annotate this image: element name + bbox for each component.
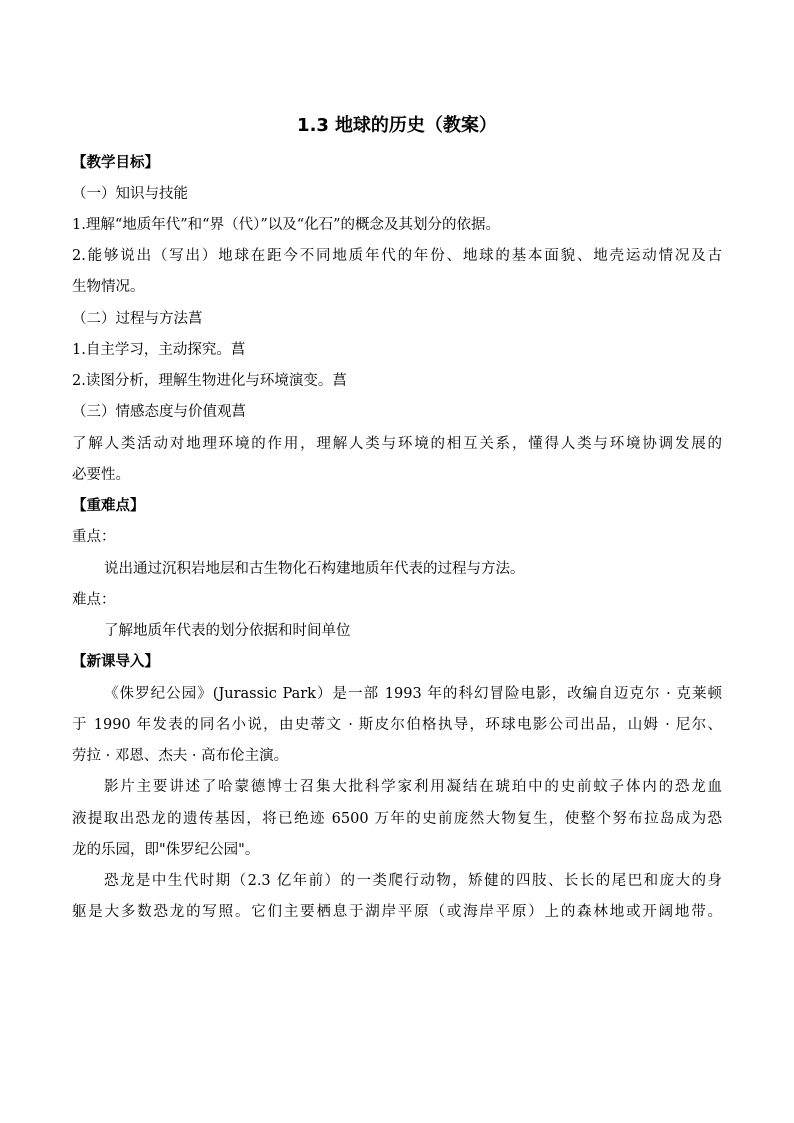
intro-paragraph-2-line-2: 液提取出恐龙的遗传基因，将已绝迹 6500 万年的史前庞然大物复生，使整个努布拉岛成为恐	[72, 811, 722, 827]
objectives-item-4: 2.读图分析，理解生物进化与环境演变。菖	[72, 373, 347, 389]
intro-paragraph-2-line-1: 影片主要讲述了哈蒙德博士召集大批科学家利用凝结在琥珀中的史前蚊子体内的恐龙血	[104, 779, 722, 795]
objectives-sub-knowledge: （一）知识与技能	[72, 186, 188, 202]
intro-paragraph-1-line-2: 于 1990 年发表的同名小说，由史蒂文 · 斯皮尔伯格执导，环球电影公司出品，山姆 · 尼尔、	[72, 717, 722, 733]
objectives-item-1: 1.理解“地质年代”和“界（代）”以及“化石”的概念及其划分的依据。	[72, 217, 501, 233]
title-number: 1.3	[297, 115, 329, 136]
intro-paragraph-3-line-1: 恐龙是中生代时期（2.3 亿年前）的一类爬行动物，矫健的四肢、长长的尾巴和庞大的身	[104, 873, 722, 889]
intro-paragraph-1-line-1: 《侏罗纪公园》(Jurassic Park）是一部 1993 年的科幻冒险电影，改编自迈克尔 · 克莱顿	[104, 686, 722, 702]
objectives-item-2-line-2: 生物情况。	[72, 279, 145, 295]
objectives-item-2-line-1: 2.能够说出（写出）地球在距今不同地质年代的年份、地球的基本面貌、地壳运动情况及古	[72, 248, 722, 264]
focus-label: 重点：	[72, 529, 116, 545]
focus-text: 说出通过沉积岩地层和古生物化石构建地质年代表的过程与方法。	[104, 561, 525, 577]
key-points-heading: 【重难点】	[72, 498, 145, 514]
page-title	[0, 112, 794, 140]
title-text: 地球的历史（教案）	[334, 115, 497, 136]
objectives-item-3: 1.自主学习，主动探究。菖	[72, 342, 246, 358]
intro-paragraph-2-line-3: 龙的乐园，即"侏罗纪公园"。	[72, 842, 260, 858]
intro-paragraph-1-line-3: 劳拉 · 邓恩、杰夫 · 高布伦主演。	[72, 748, 289, 764]
objectives-sub-attitude: （三）情感态度与价值观菖	[72, 404, 246, 420]
difficulty-text: 了解地质年代表的划分依据和时间单位	[104, 623, 351, 639]
intro-heading: 【新课导入】	[72, 654, 159, 670]
objectives-heading: 【教学目标】	[72, 155, 159, 171]
objectives-sub-process: （二）过程与方法菖	[72, 311, 203, 327]
difficulty-label: 难点：	[72, 592, 116, 608]
intro-paragraph-3-line-2: 躯是大多数恐龙的写照。它们主要栖息于湖岸平原（或海岸平原）上的森林地或开阔地带。	[72, 904, 722, 920]
objectives-item-5-line-2: 必要性。	[72, 467, 130, 483]
objectives-item-5-line-1: 了解人类活动对地理环境的作用，理解人类与环境的相互关系，懂得人类与环境协调发展的	[72, 436, 722, 452]
